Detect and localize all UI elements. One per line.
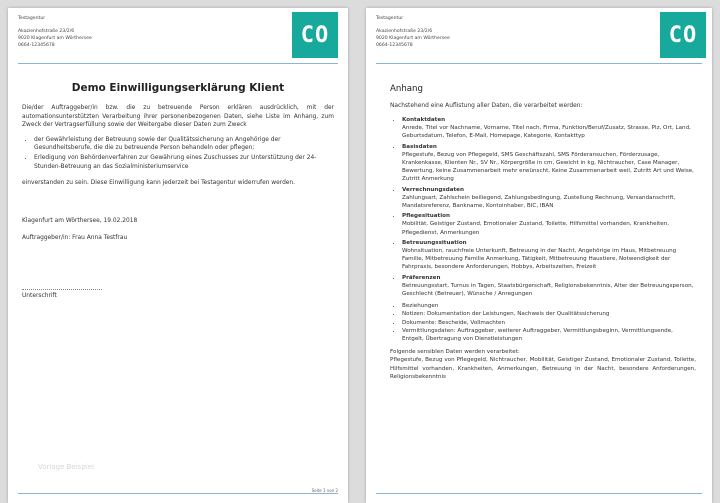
additional-data-list xyxy=(402,302,696,343)
category-list xyxy=(402,116,696,298)
place-date: Klagenfurt am Wörthersee, 19.02.2018 xyxy=(22,218,138,224)
data-categories xyxy=(390,116,696,381)
consent-statement: einverstanden zu sein. Diese Einwilligung kann jederzeit bei Testagentur widerrufen werden. xyxy=(22,180,296,187)
category-text: Zahlungsart, Zahlschein beiliegend, Zahlungsbedingung, Zustellung Rechnung, Versandanschrift, Mandatsreferenz, Bankname, Kontoinhaber, BIC, IBAN xyxy=(402,194,676,210)
list-item: • Beziehungen xyxy=(402,302,696,310)
header-divider xyxy=(376,63,702,64)
list-item: • Vermittlungsdaten: Auftraggeber, weiterer Auftraggeber, Vermittlungsbeginn, Vermittlungsende, Entgelt, Übertragung von Dienstleistungen xyxy=(402,327,696,343)
document-page-2 xyxy=(366,8,712,503)
watermark: Vorlage Beispiel xyxy=(38,463,94,471)
category-heading: • Präferenzen xyxy=(402,274,441,281)
sensitive-data-intro: Folgende sensiblen Daten werden verarbeitet: xyxy=(390,349,520,356)
page-number: Seite 1 von 2 xyxy=(311,488,338,493)
list-item: • Erledigung von Behördenverfahren zur Gewährung eines Zuschusses zur Unterstützung der 24-Stunden-Betreuung an das Sozialministeriumservice xyxy=(34,154,334,171)
category-item xyxy=(402,212,696,237)
footer-divider xyxy=(18,493,338,494)
signature-line xyxy=(22,289,102,290)
category-item xyxy=(402,143,696,184)
category-text: Betreuungsstart, Turnus in Tagen, Staatsbürgerschaft, Religionsbekenntnis, Alter der Betreuungsperson, Geschlecht (Betreuer), Wünsche / Anregungen xyxy=(402,282,694,298)
sender-company: Testagentur xyxy=(18,16,46,21)
category-heading: • Basisdaten xyxy=(402,143,437,150)
sender-company: Testagentur xyxy=(376,16,404,21)
signature-label: Unterschrift xyxy=(22,293,57,299)
category-text: Anrede, Titel vor Nachname, Vorname, Titel nach, Firma, Funktion/Beruf/Zusatz, Strasse, Plz, Ort, Land, Geburtsdatum, Telefon, E-Mail, Homepage, Kategorie, Kontakttyp xyxy=(402,125,691,140)
sender-city: 9020 Klagenfurt am Wörthersee xyxy=(18,36,92,41)
appendix-title: Anhang xyxy=(390,84,423,94)
company-logo: CO xyxy=(292,12,338,58)
category-text: Mobilität, Geistiger Zustand, Emotionaler Zustand, Toilette, Hilfsmittel vorhanden, Krankheiten, Pflegedienst, Anmerkungen xyxy=(402,221,670,236)
header-divider xyxy=(18,63,338,64)
footer-divider xyxy=(376,493,702,494)
category-item xyxy=(402,186,696,211)
consent-body xyxy=(22,104,334,188)
category-item xyxy=(402,116,696,141)
sender-street: Akazienhofstraße 23/2/6 xyxy=(376,29,433,34)
appendix-intro: Nachstehend eine Auflistung aller Daten, die verarbeitet werden: xyxy=(390,103,583,109)
page-title: Demo Einwilligungserklärung Klient xyxy=(71,82,285,94)
client-name: Auftraggeber/in: Frau Anna Testfrau xyxy=(22,235,128,241)
purpose-list xyxy=(34,136,334,171)
sender-city: 9020 Klagenfurt am Wörthersee xyxy=(376,36,450,41)
category-text: Pflegestufe, Bezug von Pflegegeld, SMS Geschäftszahl, SMS Förderansuchen, Förderzusage, Krankenkasse, Klienten Nr., SV Nr., Körpergröße in cm, Gewicht in kg, Nichtraucher, Case Manager, Bewertung, keine Zusammenarbeit mehr erwünscht, Keine Zusammenarbeit weil, Zutritt Art und Weise, Zutritt Anmerkung xyxy=(402,151,694,183)
category-heading: • Kontaktdaten xyxy=(402,117,446,123)
sender-phone: 0664-12345678 xyxy=(18,43,55,48)
category-heading: • Pflegesituation xyxy=(402,213,450,220)
category-text: Wohnsituation, rauchfreie Unterkunft, Betreuung in der Nacht, Angehörige im Haus, Mitbetreuung Familie, Mitbetreuung Familie Anmerkung, Tätigkeit, Mitbetreuung Haustiere, Notwendigkeit der Fahrpraxis, besondere Anforderungen, Hobbys, Arbeitszeiten, Freizeit xyxy=(402,248,677,271)
list-item: • Notizen: Dokumentation der Leistungen, Nachweis der Qualitätssicherung xyxy=(402,310,696,318)
category-item xyxy=(402,274,696,299)
sender-address xyxy=(376,15,450,49)
sender-phone: 0664-12345678 xyxy=(376,43,413,48)
list-item: • Dokumente: Bescheide, Vollmachten xyxy=(402,319,696,327)
list-item: • der Gewährleistung der Betreuung sowie der Qualitätssicherung an Angehörige der Gesundheitsberufe, die die zu betreuende Person behandeln oder pflegen; xyxy=(34,136,334,153)
company-logo: CO xyxy=(660,12,706,58)
category-heading: • Betreuungssituation xyxy=(402,239,467,246)
category-item xyxy=(402,239,696,272)
sensitive-data-list: Pflegestufe, Bezug von Pflegegeld, Nichtraucher, Mobilität, Geistiger Zustand, Emotionaler Zustand, Toilette, Hilfsmittel vorhanden, Krankheiten, Anmerkungen, Betreuung in der Nacht, besondere Anforderungen, Religionsbekenntnis xyxy=(390,357,696,380)
document-page-1 xyxy=(8,8,348,503)
sender-address xyxy=(18,15,92,49)
consent-intro: Die/der Auftraggeber/in bzw. die zu betreuende Person erklären ausdrücklich, mit der automationsunterstützten Verarbeitung ihrer personenbezogenen Daten, siehe Liste im Anhang, zum Zweck der Vertragserfüllung sowie der Weitergabe dieser Daten zum Zweck xyxy=(22,105,334,129)
category-heading: • Verrechnungsdaten xyxy=(402,186,464,193)
sender-street: Akazienhofstraße 23/2/6 xyxy=(18,29,75,34)
